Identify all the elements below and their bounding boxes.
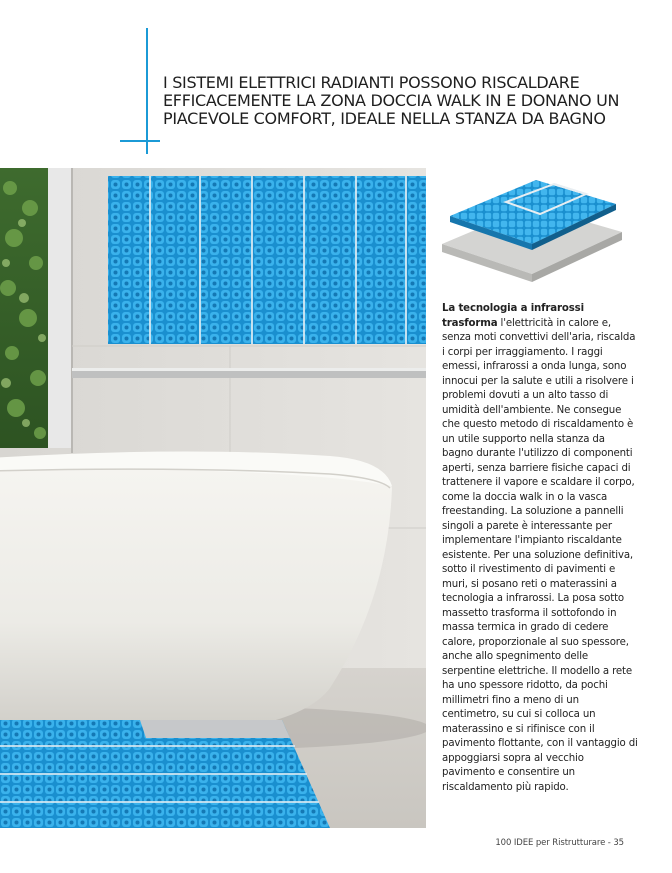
headline: I SISTEMI ELETTRICI RADIANTI POSSONO RISCALDARE EFFICACEMENTE LA ZONA DOCCIA WALK IN E DONANO UN PIACEVOLE COMFORT, IDEALE NELLA STANZA DA BAGNO [163, 73, 620, 128]
page-footer: 100 IDEE per Ristrutturare - 35 [495, 838, 624, 848]
heating-mat-product-image [436, 172, 626, 302]
article-body: l'elettricità in calore e, senza moti convettivi dell'aria, riscalda i corpi per irraggiamento. I raggi emessi, infrarossi a onda lunga, sono innocui per la salute e utili a risolvere i problemi dovuti a un alto tasso di umidità dell'ambiente. Ne consegue che questo metodo di riscaldamento è un utile supporto nella stanza da bagno durante l'utilizzo di componenti aperti, senza barriere fisiche capaci di trattenere il vapore e scaldare il corpo, come la doccia walk in o la vasca freestanding. La soluzione a pannelli singoli a parete è interessante per implementare l'impianto riscaldante esistente. Per una soluzione definitiva, sotto il rivestimento di pavimenti e muri, si posano reti o materassini a tecnologia a infrarossi. La posa sotto massetto trasforma il sottofondo in massa termica in grado di cedere calore, proporzionale al suo spessore, anche allo spegnimento delle serpentine elettriche. Il modello a rete ha uno spessore ridotto, da pochi millimetri fino a meno di un centimetro, su cui si colloca un materassino e si rifinisce con il pavimento flottante, con il vantaggio di appoggiarsi sopra al vecchio pavimento e consentire un riscaldamento più rapido. [442, 317, 638, 793]
article-lead: La tecnologia a infrarossi trasforma [442, 303, 584, 329]
accent-vertical-line [146, 28, 148, 154]
bathroom-photo [0, 168, 426, 828]
accent-horizontal-line [120, 140, 160, 142]
article-text [442, 302, 638, 795]
